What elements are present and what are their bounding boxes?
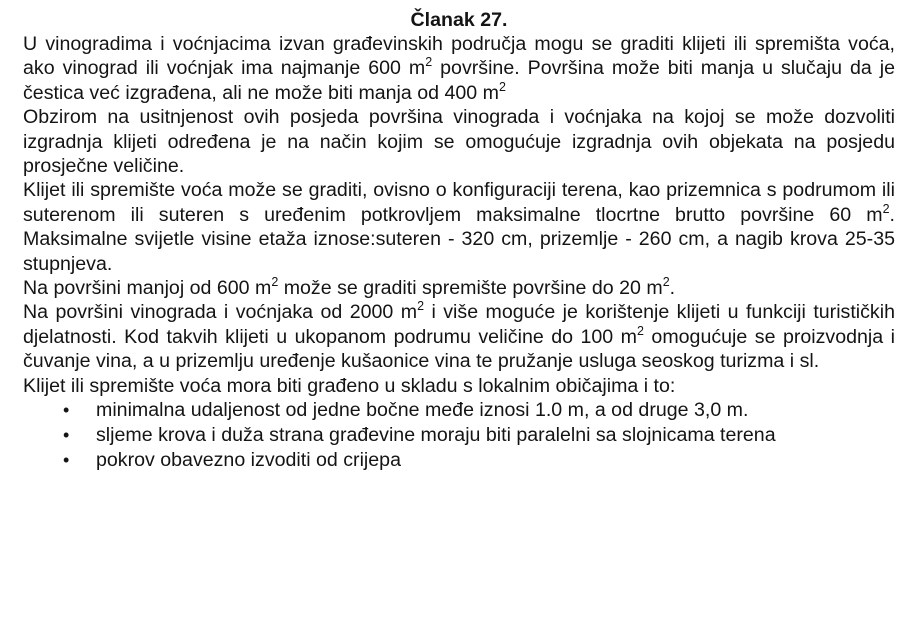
- paragraph-4: [23, 276, 895, 300]
- superscript-exponent: 2: [425, 55, 433, 70]
- list-item-text: pokrov obavezno izvoditi od crijepa: [96, 448, 401, 471]
- article-title: Članak 27.: [410, 9, 508, 31]
- paragraph-3-text-a: Klijet ili spremište voća može se graditi, ovisno o konfiguraciji terena, kao prizemnica s podrumom ili suterenom ili suteren s uređenim potkrovljem maksimalne tlocrtne brutto površine 60 m: [23, 179, 895, 226]
- paragraph-5-text-a: Na površini vinograda i voćnjaka od 2000 m: [23, 301, 418, 324]
- document-page: [23, 8, 895, 472]
- paragraph-2: Obzirom na usitnjenost ovih posjeda površina vinograda i voćnjaka na kojoj se može dozvoliti izgradnja klijeti određena je na način kojim se omogućuje izgradnja ovih objekata na posjedu prosječne veličine.: [23, 106, 895, 178]
- bullet-icon: •: [63, 400, 70, 421]
- bullet-icon: •: [63, 424, 70, 445]
- requirements-list: [23, 398, 895, 472]
- paragraph-1: [23, 32, 895, 105]
- paragraph-5: [23, 300, 895, 373]
- list-item: [23, 448, 895, 472]
- paragraph-5-text-c: i više moguće je korištenje klijeti u funkciji turističkih djelatnosti. Kod takvih klijeti u ukopanom podrumu veličine do 100 m: [23, 301, 895, 348]
- paragraph-3-text-c: . Maksimalne svijetle visine etaža iznose:suteren - 320 cm, prizemlje - 260 cm, a nagib krova 25-35 stupnjeva.: [23, 203, 895, 275]
- paragraph-4-text-a: Na površini manjoj od 600 m: [23, 277, 272, 300]
- paragraph-4-text-e: .: [669, 277, 676, 300]
- list-item: [23, 423, 895, 447]
- superscript-exponent: 2: [271, 275, 279, 290]
- paragraph-6: Klijet ili spremište voća mora biti građeno u skladu s lokalnim običajima i to:: [23, 374, 676, 397]
- paragraph-5-text-e: omogućuje se proizvodnja i čuvanje vina, a u prizemlju uređenje kušaonice vina te pružanje usluga seoskog turizma i sl.: [23, 325, 895, 373]
- list-item: [23, 398, 895, 422]
- superscript-exponent: 2: [637, 323, 644, 338]
- superscript-exponent: 2: [882, 201, 890, 216]
- list-item-text: sljeme krova i duža strana građevine moraju biti paralelni sa slojnicama terena: [96, 423, 776, 446]
- paragraph-1-text-a: U vinogradima i voćnjacima izvan građevinskih područja mogu se graditi klijeti ili spremišta voća, ako vinograd ili voćnjak ima najmanje 600 m: [23, 33, 895, 80]
- paragraph-1-text-c: površine. Površina može biti manja u slučaju da je čestica već izgrađena, ali ne može biti manja od 400 m: [23, 57, 895, 104]
- paragraph-3: [23, 178, 895, 276]
- bullet-icon: •: [63, 449, 70, 470]
- superscript-exponent: 2: [498, 79, 506, 94]
- superscript-exponent: 2: [662, 275, 670, 290]
- list-item-text: minimalna udaljenost od jedne bočne međe iznosi 1.0 m, a od druge 3,0 m.: [96, 399, 749, 422]
- paragraph-4-text-c: može se graditi spremište površine do 20 m: [278, 277, 663, 300]
- superscript-exponent: 2: [417, 299, 425, 314]
